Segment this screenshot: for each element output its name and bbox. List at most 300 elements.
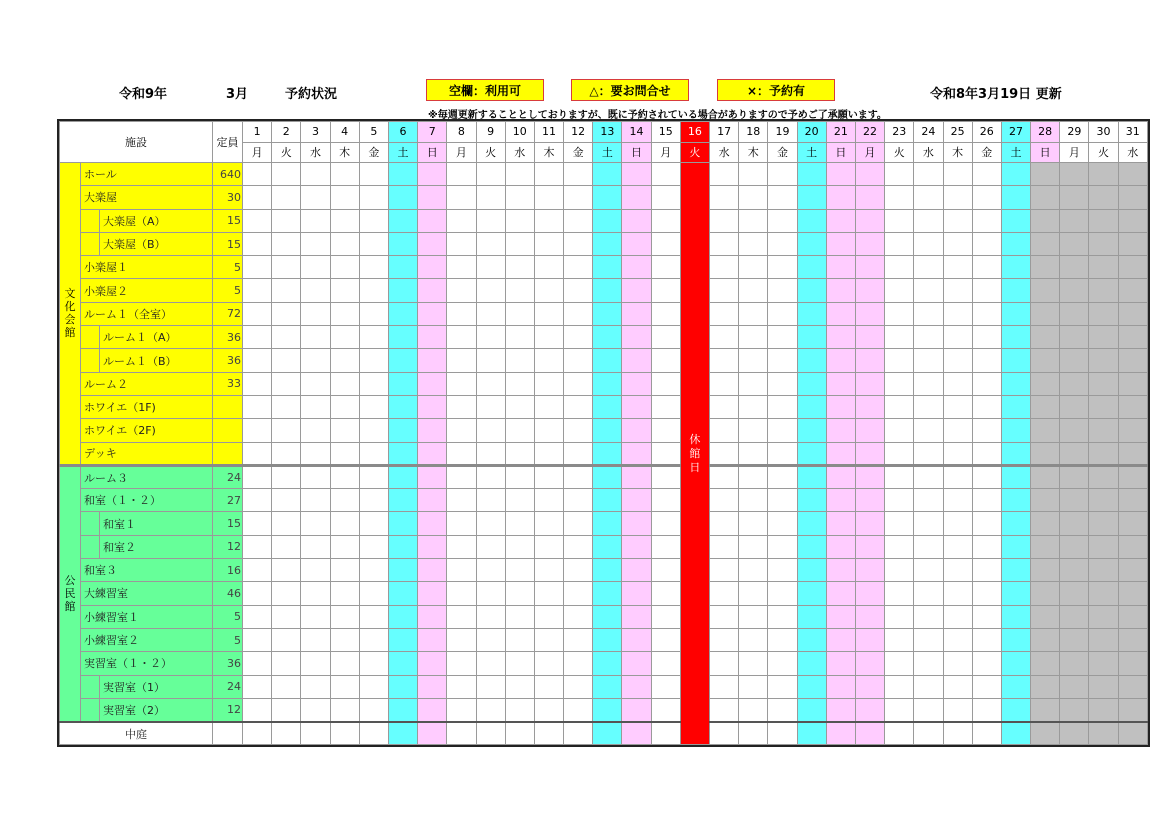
reservation-cell[interactable] — [768, 722, 797, 745]
reservation-cell[interactable] — [534, 628, 563, 651]
reservation-cell[interactable] — [972, 628, 1001, 651]
reservation-cell[interactable] — [447, 559, 476, 582]
reservation-cell[interactable] — [593, 652, 622, 675]
reservation-cell[interactable] — [564, 256, 593, 279]
reservation-cell[interactable] — [476, 605, 505, 628]
reservation-cell[interactable] — [272, 722, 301, 745]
reservation-cell[interactable] — [272, 372, 301, 395]
reservation-cell[interactable] — [388, 186, 417, 209]
reservation-cell[interactable] — [564, 349, 593, 372]
reservation-cell[interactable] — [534, 419, 563, 442]
reservation-cell[interactable] — [243, 279, 272, 302]
reservation-cell[interactable] — [943, 163, 972, 186]
reservation-cell[interactable] — [534, 372, 563, 395]
reservation-cell[interactable] — [447, 395, 476, 418]
reservation-cell[interactable] — [914, 582, 943, 605]
reservation-cell[interactable] — [651, 163, 680, 186]
reservation-cell[interactable] — [1060, 419, 1089, 442]
reservation-cell[interactable] — [885, 232, 914, 255]
reservation-cell[interactable] — [505, 395, 534, 418]
reservation-cell[interactable] — [1060, 209, 1089, 232]
reservation-cell[interactable] — [359, 489, 388, 512]
reservation-cell[interactable] — [593, 512, 622, 535]
reservation-cell[interactable] — [564, 395, 593, 418]
reservation-cell[interactable] — [505, 326, 534, 349]
reservation-cell[interactable] — [651, 326, 680, 349]
reservation-cell[interactable] — [243, 628, 272, 651]
reservation-cell[interactable] — [476, 256, 505, 279]
reservation-cell[interactable] — [243, 582, 272, 605]
reservation-cell[interactable] — [534, 349, 563, 372]
reservation-cell[interactable] — [301, 559, 330, 582]
reservation-cell[interactable] — [1089, 372, 1118, 395]
reservation-cell[interactable] — [1031, 559, 1060, 582]
reservation-cell[interactable] — [885, 489, 914, 512]
reservation-cell[interactable] — [1060, 372, 1089, 395]
reservation-cell[interactable] — [1060, 582, 1089, 605]
reservation-cell[interactable] — [855, 698, 884, 721]
reservation-cell[interactable] — [855, 302, 884, 325]
reservation-cell[interactable] — [359, 675, 388, 698]
reservation-cell[interactable] — [388, 232, 417, 255]
reservation-cell[interactable] — [534, 163, 563, 186]
reservation-cell[interactable] — [914, 465, 943, 488]
reservation-cell[interactable] — [826, 605, 855, 628]
reservation-cell[interactable] — [1118, 279, 1147, 302]
reservation-cell[interactable] — [855, 489, 884, 512]
reservation-cell[interactable] — [710, 582, 739, 605]
reservation-cell[interactable] — [943, 232, 972, 255]
reservation-cell[interactable] — [1060, 722, 1089, 745]
reservation-cell[interactable] — [388, 209, 417, 232]
reservation-cell[interactable] — [826, 302, 855, 325]
reservation-cell[interactable] — [301, 256, 330, 279]
reservation-cell[interactable] — [943, 349, 972, 372]
reservation-cell[interactable] — [1001, 326, 1030, 349]
reservation-cell[interactable] — [885, 372, 914, 395]
reservation-cell[interactable] — [739, 512, 768, 535]
reservation-cell[interactable] — [739, 675, 768, 698]
reservation-cell[interactable] — [505, 372, 534, 395]
reservation-cell[interactable] — [1031, 349, 1060, 372]
reservation-cell[interactable] — [243, 419, 272, 442]
reservation-cell[interactable] — [1060, 628, 1089, 651]
reservation-cell[interactable] — [855, 419, 884, 442]
reservation-cell[interactable] — [301, 232, 330, 255]
reservation-cell[interactable] — [1118, 698, 1147, 721]
reservation-cell[interactable] — [330, 559, 359, 582]
reservation-cell[interactable] — [972, 163, 1001, 186]
reservation-cell[interactable] — [301, 675, 330, 698]
reservation-cell[interactable] — [447, 582, 476, 605]
reservation-cell[interactable] — [272, 535, 301, 558]
reservation-cell[interactable] — [768, 372, 797, 395]
reservation-cell[interactable] — [710, 442, 739, 465]
reservation-cell[interactable] — [914, 372, 943, 395]
reservation-cell[interactable] — [359, 326, 388, 349]
reservation-cell[interactable] — [739, 628, 768, 651]
reservation-cell[interactable] — [1060, 232, 1089, 255]
reservation-cell[interactable] — [972, 349, 1001, 372]
reservation-cell[interactable] — [855, 279, 884, 302]
reservation-cell[interactable] — [797, 465, 826, 488]
reservation-cell[interactable] — [972, 279, 1001, 302]
reservation-cell[interactable] — [914, 442, 943, 465]
reservation-cell[interactable] — [651, 209, 680, 232]
reservation-cell[interactable] — [1118, 722, 1147, 745]
reservation-cell[interactable] — [418, 698, 447, 721]
reservation-cell[interactable] — [272, 209, 301, 232]
reservation-cell[interactable] — [1089, 395, 1118, 418]
reservation-cell[interactable] — [447, 209, 476, 232]
reservation-cell[interactable] — [972, 559, 1001, 582]
reservation-cell[interactable] — [272, 326, 301, 349]
reservation-cell[interactable] — [330, 652, 359, 675]
reservation-cell[interactable] — [534, 605, 563, 628]
reservation-cell[interactable] — [359, 209, 388, 232]
reservation-cell[interactable] — [359, 349, 388, 372]
reservation-cell[interactable] — [826, 209, 855, 232]
reservation-cell[interactable] — [710, 209, 739, 232]
reservation-cell[interactable] — [476, 698, 505, 721]
reservation-cell[interactable] — [622, 186, 651, 209]
reservation-cell[interactable] — [943, 326, 972, 349]
reservation-cell[interactable] — [943, 419, 972, 442]
reservation-cell[interactable] — [797, 489, 826, 512]
reservation-cell[interactable] — [885, 582, 914, 605]
reservation-cell[interactable] — [914, 512, 943, 535]
reservation-cell[interactable] — [826, 722, 855, 745]
reservation-cell[interactable] — [272, 582, 301, 605]
reservation-cell[interactable] — [768, 256, 797, 279]
reservation-cell[interactable] — [505, 652, 534, 675]
reservation-cell[interactable] — [476, 209, 505, 232]
reservation-cell[interactable] — [505, 489, 534, 512]
reservation-cell[interactable] — [272, 256, 301, 279]
reservation-cell[interactable] — [505, 535, 534, 558]
reservation-cell[interactable] — [534, 186, 563, 209]
reservation-cell[interactable] — [476, 675, 505, 698]
reservation-cell[interactable] — [1118, 559, 1147, 582]
reservation-cell[interactable] — [739, 326, 768, 349]
reservation-cell[interactable] — [739, 419, 768, 442]
reservation-cell[interactable] — [564, 582, 593, 605]
reservation-cell[interactable] — [943, 489, 972, 512]
reservation-cell[interactable] — [885, 302, 914, 325]
reservation-cell[interactable] — [768, 279, 797, 302]
reservation-cell[interactable] — [505, 722, 534, 745]
reservation-cell[interactable] — [359, 279, 388, 302]
reservation-cell[interactable] — [622, 419, 651, 442]
reservation-cell[interactable] — [330, 372, 359, 395]
reservation-cell[interactable] — [826, 349, 855, 372]
reservation-cell[interactable] — [797, 302, 826, 325]
reservation-cell[interactable] — [301, 628, 330, 651]
reservation-cell[interactable] — [593, 395, 622, 418]
reservation-cell[interactable] — [593, 722, 622, 745]
reservation-cell[interactable] — [1031, 652, 1060, 675]
reservation-cell[interactable] — [914, 535, 943, 558]
reservation-cell[interactable] — [1089, 442, 1118, 465]
reservation-cell[interactable] — [914, 489, 943, 512]
reservation-cell[interactable] — [768, 628, 797, 651]
reservation-cell[interactable] — [1089, 256, 1118, 279]
reservation-cell[interactable] — [243, 489, 272, 512]
reservation-cell[interactable] — [797, 395, 826, 418]
reservation-cell[interactable] — [1118, 349, 1147, 372]
reservation-cell[interactable] — [710, 698, 739, 721]
reservation-cell[interactable] — [972, 465, 1001, 488]
reservation-cell[interactable] — [505, 186, 534, 209]
reservation-cell[interactable] — [1031, 232, 1060, 255]
reservation-cell[interactable] — [914, 395, 943, 418]
reservation-cell[interactable] — [593, 559, 622, 582]
reservation-cell[interactable] — [972, 186, 1001, 209]
reservation-cell[interactable] — [272, 559, 301, 582]
reservation-cell[interactable] — [1089, 722, 1118, 745]
reservation-cell[interactable] — [1001, 186, 1030, 209]
reservation-cell[interactable] — [564, 465, 593, 488]
reservation-cell[interactable] — [564, 535, 593, 558]
reservation-cell[interactable] — [914, 302, 943, 325]
reservation-cell[interactable] — [710, 349, 739, 372]
reservation-cell[interactable] — [272, 675, 301, 698]
reservation-cell[interactable] — [797, 582, 826, 605]
reservation-cell[interactable] — [593, 489, 622, 512]
reservation-cell[interactable] — [593, 698, 622, 721]
reservation-cell[interactable] — [1060, 675, 1089, 698]
reservation-cell[interactable] — [622, 722, 651, 745]
reservation-cell[interactable] — [301, 512, 330, 535]
reservation-cell[interactable] — [1060, 186, 1089, 209]
reservation-cell[interactable] — [534, 559, 563, 582]
reservation-cell[interactable] — [301, 722, 330, 745]
reservation-cell[interactable] — [914, 652, 943, 675]
reservation-cell[interactable] — [272, 465, 301, 488]
reservation-cell[interactable] — [885, 326, 914, 349]
reservation-cell[interactable] — [476, 419, 505, 442]
reservation-cell[interactable] — [768, 326, 797, 349]
reservation-cell[interactable] — [622, 232, 651, 255]
reservation-cell[interactable] — [885, 628, 914, 651]
reservation-cell[interactable] — [418, 652, 447, 675]
reservation-cell[interactable] — [710, 372, 739, 395]
reservation-cell[interactable] — [388, 326, 417, 349]
reservation-cell[interactable] — [1001, 512, 1030, 535]
reservation-cell[interactable] — [622, 442, 651, 465]
reservation-cell[interactable] — [651, 722, 680, 745]
reservation-cell[interactable] — [1001, 349, 1030, 372]
reservation-cell[interactable] — [330, 279, 359, 302]
reservation-cell[interactable] — [272, 442, 301, 465]
reservation-cell[interactable] — [418, 722, 447, 745]
reservation-cell[interactable] — [388, 256, 417, 279]
reservation-cell[interactable] — [301, 349, 330, 372]
reservation-cell[interactable] — [593, 372, 622, 395]
reservation-cell[interactable] — [943, 186, 972, 209]
reservation-cell[interactable] — [1001, 489, 1030, 512]
reservation-cell[interactable] — [418, 395, 447, 418]
reservation-cell[interactable] — [651, 372, 680, 395]
reservation-cell[interactable] — [447, 722, 476, 745]
reservation-cell[interactable] — [855, 326, 884, 349]
reservation-cell[interactable] — [534, 279, 563, 302]
reservation-cell[interactable] — [1060, 256, 1089, 279]
reservation-cell[interactable] — [914, 675, 943, 698]
reservation-cell[interactable] — [885, 419, 914, 442]
reservation-cell[interactable] — [388, 279, 417, 302]
reservation-cell[interactable] — [243, 372, 272, 395]
reservation-cell[interactable] — [885, 279, 914, 302]
reservation-cell[interactable] — [505, 465, 534, 488]
reservation-cell[interactable] — [972, 442, 1001, 465]
reservation-cell[interactable] — [1031, 372, 1060, 395]
reservation-cell[interactable] — [418, 605, 447, 628]
reservation-cell[interactable] — [710, 232, 739, 255]
reservation-cell[interactable] — [272, 302, 301, 325]
reservation-cell[interactable] — [797, 628, 826, 651]
reservation-cell[interactable] — [272, 605, 301, 628]
reservation-cell[interactable] — [564, 698, 593, 721]
reservation-cell[interactable] — [243, 302, 272, 325]
reservation-cell[interactable] — [710, 186, 739, 209]
reservation-cell[interactable] — [1031, 395, 1060, 418]
reservation-cell[interactable] — [388, 698, 417, 721]
reservation-cell[interactable] — [243, 232, 272, 255]
reservation-cell[interactable] — [418, 535, 447, 558]
reservation-cell[interactable] — [914, 698, 943, 721]
reservation-cell[interactable] — [476, 279, 505, 302]
reservation-cell[interactable] — [447, 256, 476, 279]
reservation-cell[interactable] — [418, 489, 447, 512]
reservation-cell[interactable] — [243, 559, 272, 582]
reservation-cell[interactable] — [301, 163, 330, 186]
reservation-cell[interactable] — [1031, 465, 1060, 488]
reservation-cell[interactable] — [534, 326, 563, 349]
reservation-cell[interactable] — [243, 186, 272, 209]
reservation-cell[interactable] — [943, 512, 972, 535]
reservation-cell[interactable] — [1031, 279, 1060, 302]
reservation-cell[interactable] — [885, 395, 914, 418]
reservation-cell[interactable] — [826, 582, 855, 605]
reservation-cell[interactable] — [1118, 395, 1147, 418]
reservation-cell[interactable] — [797, 419, 826, 442]
reservation-cell[interactable] — [651, 512, 680, 535]
reservation-cell[interactable] — [739, 209, 768, 232]
reservation-cell[interactable] — [388, 652, 417, 675]
reservation-cell[interactable] — [359, 512, 388, 535]
reservation-cell[interactable] — [534, 209, 563, 232]
reservation-cell[interactable] — [1118, 535, 1147, 558]
reservation-cell[interactable] — [826, 698, 855, 721]
reservation-cell[interactable] — [885, 256, 914, 279]
reservation-cell[interactable] — [301, 698, 330, 721]
reservation-cell[interactable] — [622, 535, 651, 558]
reservation-cell[interactable] — [855, 628, 884, 651]
reservation-cell[interactable] — [885, 442, 914, 465]
reservation-cell[interactable] — [243, 652, 272, 675]
reservation-cell[interactable] — [388, 372, 417, 395]
reservation-cell[interactable] — [622, 326, 651, 349]
reservation-cell[interactable] — [1118, 256, 1147, 279]
reservation-cell[interactable] — [855, 512, 884, 535]
reservation-cell[interactable] — [622, 489, 651, 512]
reservation-cell[interactable] — [301, 652, 330, 675]
reservation-cell[interactable] — [797, 535, 826, 558]
reservation-cell[interactable] — [447, 326, 476, 349]
reservation-cell[interactable] — [505, 302, 534, 325]
reservation-cell[interactable] — [388, 465, 417, 488]
reservation-cell[interactable] — [855, 186, 884, 209]
reservation-cell[interactable] — [943, 582, 972, 605]
reservation-cell[interactable] — [651, 582, 680, 605]
reservation-cell[interactable] — [826, 628, 855, 651]
reservation-cell[interactable] — [447, 232, 476, 255]
reservation-cell[interactable] — [534, 256, 563, 279]
reservation-cell[interactable] — [1001, 605, 1030, 628]
reservation-cell[interactable] — [1118, 675, 1147, 698]
reservation-cell[interactable] — [272, 349, 301, 372]
reservation-cell[interactable] — [388, 512, 417, 535]
reservation-cell[interactable] — [593, 232, 622, 255]
reservation-cell[interactable] — [1060, 302, 1089, 325]
reservation-cell[interactable] — [972, 419, 1001, 442]
reservation-cell[interactable] — [1031, 256, 1060, 279]
reservation-cell[interactable] — [476, 628, 505, 651]
reservation-cell[interactable] — [1118, 326, 1147, 349]
reservation-cell[interactable] — [418, 279, 447, 302]
reservation-cell[interactable] — [505, 512, 534, 535]
reservation-cell[interactable] — [826, 652, 855, 675]
reservation-cell[interactable] — [1060, 698, 1089, 721]
reservation-cell[interactable] — [564, 326, 593, 349]
reservation-cell[interactable] — [388, 489, 417, 512]
reservation-cell[interactable] — [797, 372, 826, 395]
reservation-cell[interactable] — [622, 698, 651, 721]
reservation-cell[interactable] — [855, 349, 884, 372]
reservation-cell[interactable] — [797, 442, 826, 465]
reservation-cell[interactable] — [534, 489, 563, 512]
reservation-cell[interactable] — [1060, 442, 1089, 465]
reservation-cell[interactable] — [1031, 582, 1060, 605]
reservation-cell[interactable] — [564, 675, 593, 698]
reservation-cell[interactable] — [739, 163, 768, 186]
reservation-cell[interactable] — [272, 652, 301, 675]
reservation-cell[interactable] — [1089, 628, 1118, 651]
reservation-cell[interactable] — [651, 535, 680, 558]
reservation-cell[interactable] — [359, 256, 388, 279]
reservation-cell[interactable] — [797, 209, 826, 232]
reservation-cell[interactable] — [914, 722, 943, 745]
reservation-cell[interactable] — [1001, 279, 1030, 302]
reservation-cell[interactable] — [476, 442, 505, 465]
reservation-cell[interactable] — [593, 163, 622, 186]
reservation-cell[interactable] — [797, 698, 826, 721]
reservation-cell[interactable] — [797, 232, 826, 255]
reservation-cell[interactable] — [534, 512, 563, 535]
reservation-cell[interactable] — [1089, 326, 1118, 349]
reservation-cell[interactable] — [272, 698, 301, 721]
reservation-cell[interactable] — [972, 395, 1001, 418]
reservation-cell[interactable] — [1031, 302, 1060, 325]
reservation-cell[interactable] — [1001, 442, 1030, 465]
reservation-cell[interactable] — [272, 395, 301, 418]
reservation-cell[interactable] — [1118, 582, 1147, 605]
reservation-cell[interactable] — [564, 209, 593, 232]
reservation-cell[interactable] — [1060, 349, 1089, 372]
reservation-cell[interactable] — [505, 256, 534, 279]
reservation-cell[interactable] — [826, 372, 855, 395]
